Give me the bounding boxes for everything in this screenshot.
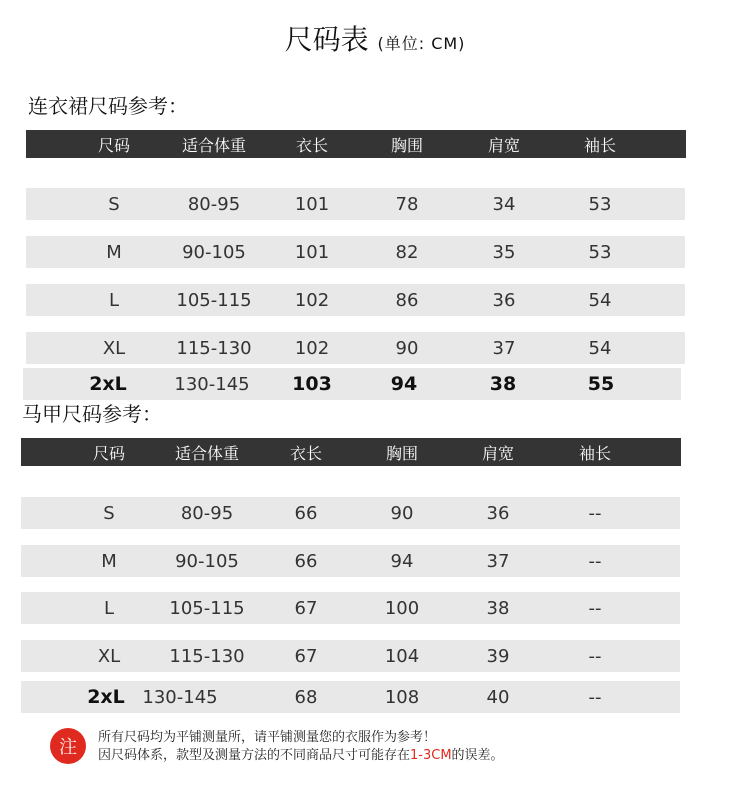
table-cell: -- xyxy=(588,645,602,667)
table-row xyxy=(26,236,685,268)
table-cell: -- xyxy=(588,686,602,708)
table-cell: 54 xyxy=(588,289,612,311)
column-header: 肩宽 xyxy=(481,443,514,463)
table-cell: L xyxy=(103,597,115,619)
table-row xyxy=(21,681,680,713)
table-cell: 80-95 xyxy=(180,502,234,524)
table-cell: 108 xyxy=(384,686,420,708)
table-cell: 103 xyxy=(292,373,332,395)
column-header: 尺码 xyxy=(92,443,125,463)
table-cell: 104 xyxy=(384,645,420,667)
table-cell: M xyxy=(106,241,122,263)
column-header: 袖长 xyxy=(583,135,616,155)
vest-section-title: 马甲尺码参考： xyxy=(22,402,162,426)
column-header: 袖长 xyxy=(578,443,611,463)
table-cell: 35 xyxy=(492,241,516,263)
table-cell: 100 xyxy=(384,597,420,619)
table-cell: S xyxy=(108,193,120,215)
table-cell: 80-95 xyxy=(187,193,241,215)
table-cell: -- xyxy=(588,597,602,619)
table-cell: XL xyxy=(97,645,121,667)
table-cell: 55 xyxy=(587,373,615,395)
table-cell: 40 xyxy=(486,686,510,708)
title-main: 尺码表 xyxy=(284,23,369,56)
table-row xyxy=(26,332,685,364)
column-header: 尺码 xyxy=(97,135,130,155)
table-cell: 90-105 xyxy=(182,241,246,263)
table-row xyxy=(21,640,680,672)
table-cell: 102 xyxy=(294,289,330,311)
note-line-2 xyxy=(98,744,504,763)
table-cell: 53 xyxy=(588,241,612,263)
column-header: 肩宽 xyxy=(487,135,520,155)
table-cell: 2xL xyxy=(89,373,127,395)
table-cell: 39 xyxy=(486,645,510,667)
vest-size-table xyxy=(21,438,681,714)
table-cell: 38 xyxy=(486,597,510,619)
table-cell: S xyxy=(103,502,115,524)
table-cell: 130-145 xyxy=(142,686,218,708)
table-cell: 90-105 xyxy=(175,550,239,572)
note-line-2-highlight: 1-3CM xyxy=(410,748,452,763)
table-cell: 115-130 xyxy=(169,645,245,667)
table-cell: 36 xyxy=(492,289,516,311)
note-line-2-pre: 因尺码体系，款型及测量方法的不同商品尺寸可能存在 xyxy=(98,748,411,763)
table-cell: 130-145 xyxy=(174,373,250,395)
table-cell: 2xL xyxy=(87,686,125,708)
table-cell: -- xyxy=(588,550,602,572)
dress-size-table xyxy=(26,130,686,400)
dress-section-title: 连衣裙尺码参考： xyxy=(28,94,188,118)
table-cell: 82 xyxy=(395,241,419,263)
table-cell: 37 xyxy=(492,337,516,359)
table-cell: 66 xyxy=(294,502,318,524)
column-header: 衣长 xyxy=(295,135,328,155)
table-cell: 94 xyxy=(390,550,414,572)
table-cell: -- xyxy=(588,502,602,524)
table-row xyxy=(21,497,680,529)
table-cell: 78 xyxy=(395,193,419,215)
column-header: 适合体重 xyxy=(174,443,239,463)
table-cell: 36 xyxy=(486,502,510,524)
table-cell: 53 xyxy=(588,193,612,215)
table-cell: 68 xyxy=(294,686,318,708)
table-cell: 86 xyxy=(395,289,419,311)
table-cell: 54 xyxy=(588,337,612,359)
table-cell: M xyxy=(101,550,117,572)
column-header: 衣长 xyxy=(289,443,322,463)
note-line-1: 所有尺码均为平铺测量所，请平铺测量您的衣服作为参考！ xyxy=(98,730,437,745)
table-cell: 101 xyxy=(294,193,330,215)
table-cell: 101 xyxy=(294,241,330,263)
note-line-2-post: 的误差。 xyxy=(451,748,504,763)
table-row xyxy=(21,545,680,577)
table-cell: 67 xyxy=(294,597,318,619)
table-cell: 66 xyxy=(294,550,318,572)
table-row xyxy=(21,592,680,624)
title-unit: (单位: CM) xyxy=(377,34,466,53)
column-header: 胸围 xyxy=(390,135,423,155)
table-cell: 105-115 xyxy=(169,597,245,619)
column-header: 胸围 xyxy=(385,443,418,463)
note-box xyxy=(50,724,710,764)
table-cell: 90 xyxy=(395,337,419,359)
table-cell: 37 xyxy=(486,550,510,572)
table-cell: 90 xyxy=(390,502,414,524)
note-icon: 注 xyxy=(50,728,86,764)
table-cell: 38 xyxy=(489,373,517,395)
table-cell: 94 xyxy=(390,373,418,395)
table-row xyxy=(23,368,681,400)
table-cell: 102 xyxy=(294,337,330,359)
page-title xyxy=(0,18,750,58)
vest-table-header xyxy=(21,438,681,466)
table-cell: XL xyxy=(102,337,126,359)
table-row xyxy=(26,188,685,220)
table-cell: 105-115 xyxy=(176,289,252,311)
table-cell: 115-130 xyxy=(176,337,252,359)
table-cell: L xyxy=(108,289,120,311)
table-row xyxy=(26,284,685,316)
table-cell: 67 xyxy=(294,645,318,667)
column-header: 适合体重 xyxy=(181,135,246,155)
dress-table-header xyxy=(26,130,686,158)
table-cell: 34 xyxy=(492,193,516,215)
